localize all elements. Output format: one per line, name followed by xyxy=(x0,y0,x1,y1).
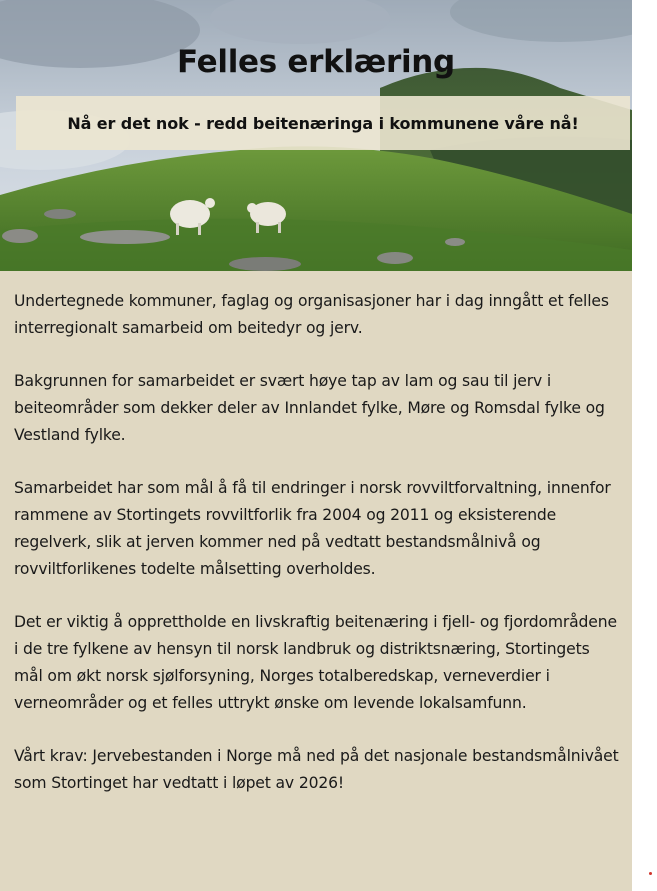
paragraph-goal: Samarbeidet har som mål å få til endringer i norsk rovviltforvaltning, innenfor rammene av Stortingets rovviltforlik fra 2004 og 2011 og eksisterende regelverk, slik at jerven kommer ned på vedtatt bestandsmålnivå og rovviltforlikenes todelte målsetting overholdes. xyxy=(14,479,611,578)
paragraph-demand: Vårt krav: Jervebestanden i Norge må ned på det nasjonale bestandsmålnivået som Stortinget har vedtatt i løpet av 2026! xyxy=(14,747,619,792)
declaration-body xyxy=(14,288,620,823)
paragraph-intro: Undertegnede kommuner, faglag og organisasjoner har i dag inngått et felles interregionalt samarbeid om beitedyr og jerv. xyxy=(14,292,609,337)
page-title: Felles erklæring xyxy=(177,44,455,80)
paragraph-background: Bakgrunnen for samarbeidet er svært høye tap av lam og sau til jerv i beiteområder som dekker deler av Innlandet fylke, Møre og Romsdal fylke og Vestland fylke. xyxy=(14,372,605,444)
subtitle-banner xyxy=(16,96,630,150)
decorative-dot xyxy=(649,872,652,875)
hero-image xyxy=(0,0,632,271)
paragraph-importance: Det er viktig å opprettholde en livskraftig beitenæring i fjell- og fjordområdene i de tre fylkene av hensyn til norsk landbruk og distriktsnæring, Stortingets mål om økt norsk sjølforsyning, Norges totalberedskap, verneverdier i verneområder og et felles uttrykt ønske om levende lokalsamfunn. xyxy=(14,613,617,712)
subtitle: Nå er det nok - redd beitenæringa i kommunene våre nå! xyxy=(67,113,579,133)
